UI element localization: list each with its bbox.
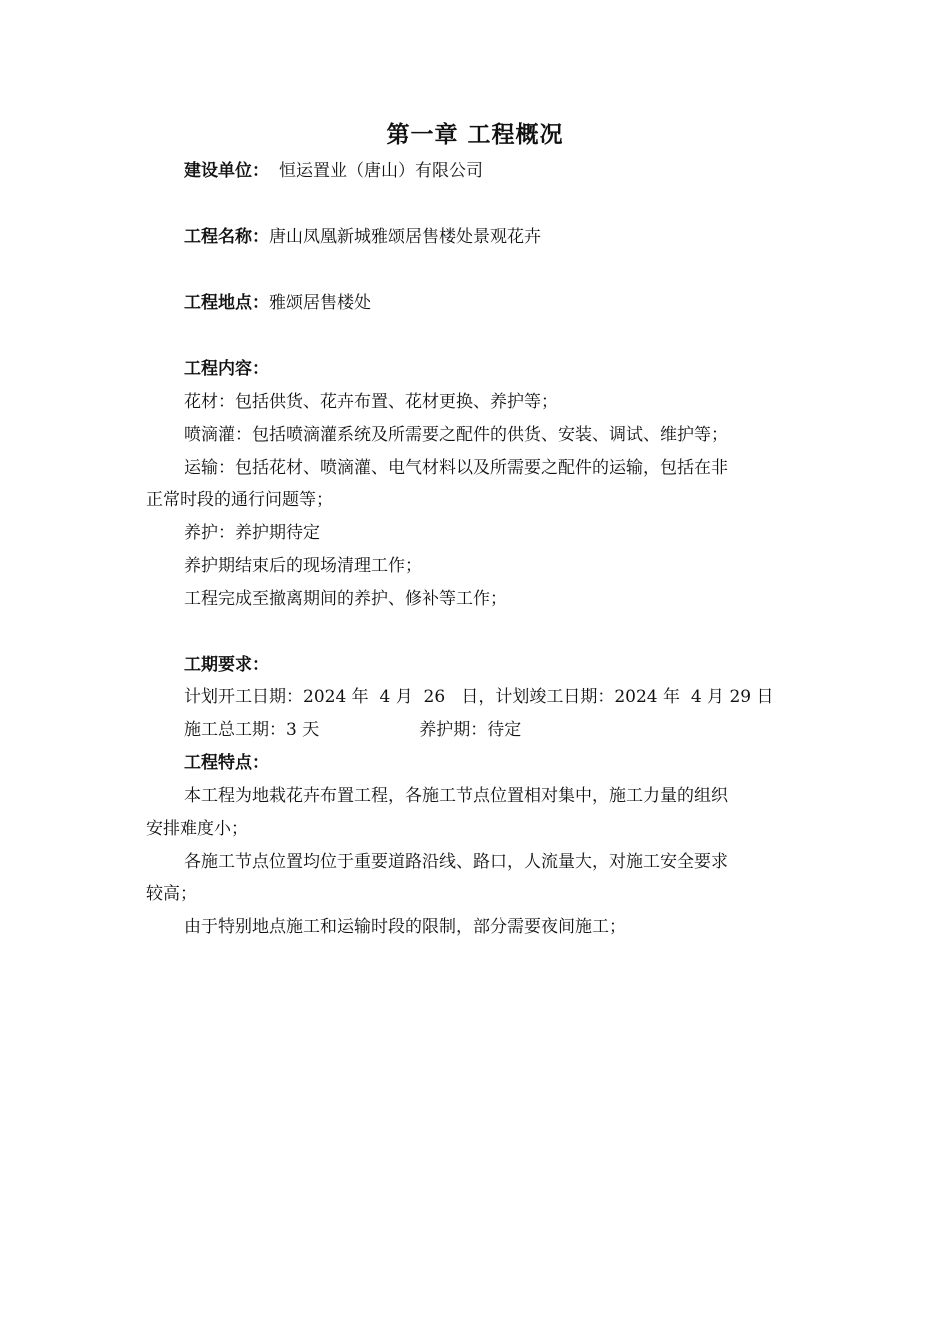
feature-line: 由于特别地点施工和运输时段的限制，部分需要夜间施工； — [184, 917, 626, 937]
feature-line: 安排难度小； — [146, 819, 248, 839]
owner-value: 恒运置业（唐山）有限公司 — [279, 161, 483, 181]
feature-line: 较高； — [146, 884, 197, 904]
chapter-title: 第一章 工程概况 — [386, 122, 564, 148]
project-name-value: 唐山凤凰新城雅颂居售楼处景观花卉 — [269, 227, 541, 247]
duration-row — [184, 720, 521, 740]
feature-line: 本工程为地栽花卉布置工程，各施工节点位置相对集中，施工力量的组织 — [184, 786, 728, 806]
duration-text: 施工总工期：3 天 — [184, 720, 320, 740]
location-row — [184, 293, 371, 313]
location-value: 雅颂居售楼处 — [269, 293, 371, 313]
content-line: 养护期结束后的现场清理工作； — [184, 556, 422, 576]
content-heading: 工程内容： — [184, 359, 269, 379]
content-line: 喷滴灌：包括喷滴灌系统及所需要之配件的供货、安装、调试、维护等； — [184, 425, 728, 445]
content-line: 花材：包括供货、花卉布置、花材更换、养护等； — [184, 392, 558, 412]
schedule-heading: 工期要求： — [184, 655, 269, 675]
features-heading: 工程特点： — [184, 753, 269, 773]
owner-label: 建设单位： — [184, 161, 269, 181]
location-label: 工程地点： — [184, 293, 269, 313]
feature-line: 各施工节点位置均位于重要道路沿线、路口，人流量大，对施工安全要求 — [184, 852, 728, 872]
content-line: 养护：养护期待定 — [184, 523, 320, 543]
content-line: 正常时段的通行问题等； — [146, 490, 333, 510]
schedule-dates: 计划开工日期：2024 年 4 月 26 日，计划竣工日期：2024 年 4 月 29 日 — [184, 687, 774, 707]
maintenance-text: 养护期：待定 — [419, 720, 522, 740]
project-name-label: 工程名称： — [184, 227, 269, 247]
content-line: 工程完成至撤离期间的养护、修补等工作； — [184, 589, 507, 609]
project-name-row — [184, 227, 541, 247]
owner-row — [184, 161, 483, 181]
content-line: 运输：包括花材、喷滴灌、电气材料以及所需要之配件的运输，包括在非 — [184, 458, 728, 478]
